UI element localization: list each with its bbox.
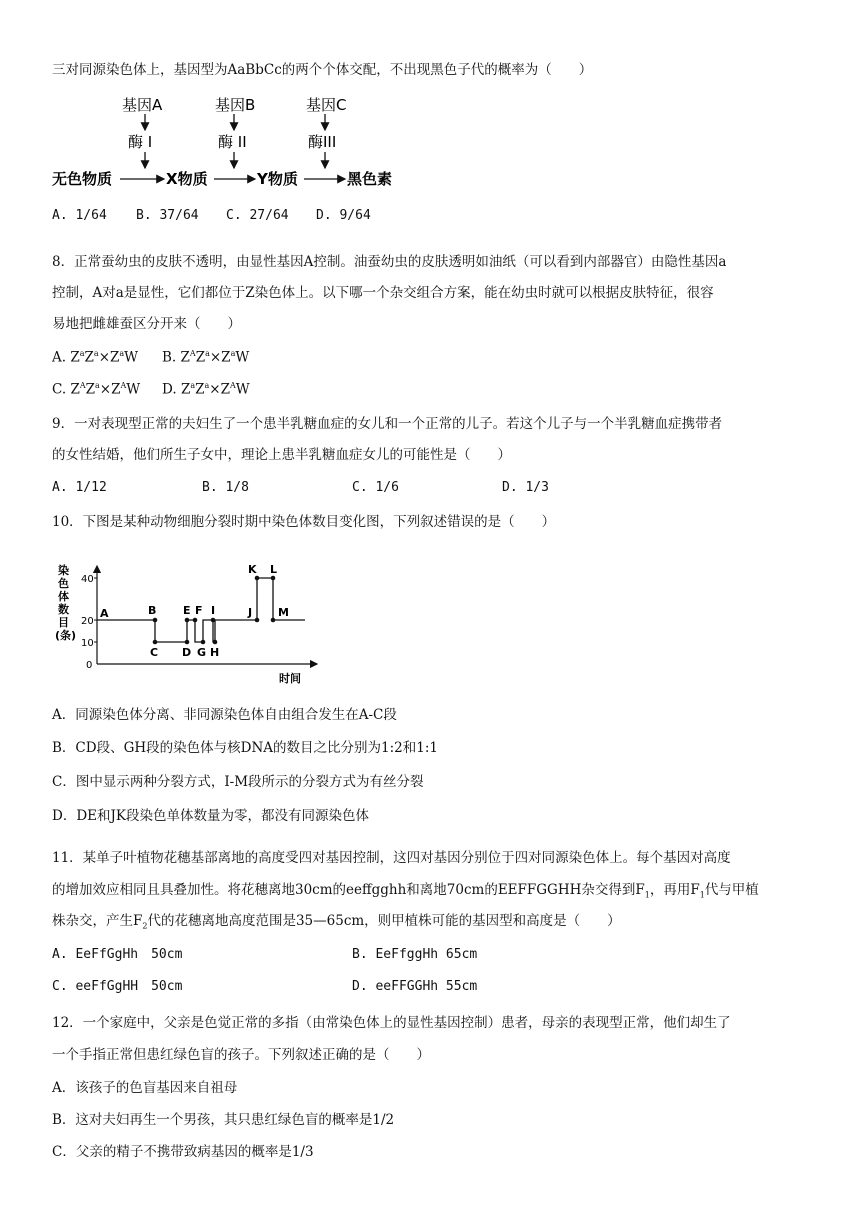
enzyme-3-label: 酶III [308, 133, 337, 151]
label-d: D [182, 646, 192, 659]
label-h: H [210, 646, 220, 659]
q7-option-b: B. 37/64 [136, 208, 199, 223]
q10-stem: 10．下图是某种动物细胞分裂时期中染色体数目变化图，下列叙述错误的是（ ） [52, 514, 556, 530]
label-m: M [278, 606, 289, 619]
x-axis-label: 时间 [279, 672, 301, 685]
q8-option-a: A. $Z^aZ^a\times Z^aW$ [52, 349, 139, 366]
q10-chromosome-chart [55, 560, 335, 690]
gene-c-label: 基因C [306, 96, 347, 114]
q10-option-b: B．CD段、GH段的染色体与核DNA的数目之比分别为1:2和1:1 [52, 740, 438, 756]
q9-option-a: A. 1/12 [52, 480, 107, 495]
q9-option-b: B. 1/8 [202, 480, 249, 495]
enzyme-2-label: 酶 II [218, 133, 247, 151]
y-tick-20: 20 [81, 616, 94, 627]
q10-option-a: A．同源染色体分离、非同源染色体自由组合发生在A-C段 [52, 707, 397, 723]
point-h [213, 640, 218, 645]
q12-option-b: B．这对夫妇再生一个男孩，其只患红绿色盲的概率是1/2 [52, 1112, 395, 1128]
substance-y: Y物质 [257, 170, 298, 188]
q8-option-b: B. $Z^AZ^a\times Z^aW$ [162, 349, 250, 366]
q8-option-d: D. $Z^aZ^a\times Z^AW$ [162, 381, 250, 398]
substance-melanin: 黑色素 [347, 170, 393, 188]
gene-b-label: 基因B [215, 96, 256, 114]
q8-option-c: C. $Z^AZ^a\times Z^AW$ [52, 381, 141, 398]
q7-option-a: A. 1/64 [52, 208, 107, 223]
q9-stem-line2: 的女性结婚，他们所生子女中，理论上患半乳糖血症女儿的可能性是（ ） [52, 447, 511, 463]
q11-stem-line1: 11．某单子叶植物花穗基部离地的高度受四对基因控制，这四对基因分别位于四对同源染色体上。每个基因对高度 [52, 850, 731, 866]
q7-stem: 三对同源染色体上，基因型为AaBbCc的两个个体交配，不出现黑色子代的概率为（ ） [52, 62, 593, 78]
q12-option-c: C．父亲的精子不携带致病基因的概率是1/3 [52, 1144, 314, 1160]
q11-stem-line3: 株杂交，产生$F_2$代的花穗离地高度范围是35—65cm，则甲植株可能的基因型和高度是（ ） [52, 913, 621, 931]
q11-option-a: A. EeFfGgHh 50cm [52, 947, 183, 962]
label-j: J [248, 606, 253, 619]
point-g [201, 640, 206, 645]
point-f [193, 618, 198, 623]
label-k: K [248, 563, 257, 576]
gene-a-label: 基因A [122, 96, 163, 114]
label-e: E [183, 604, 191, 617]
point-e [185, 618, 190, 623]
q11-stem-line2: 的增加效应相同且具叠加性。将花穗离地30cm的eeffgghh和离地70cm的EEFFGGHH杂交得到$F_1$，再用$F_1$代与甲植 [52, 882, 759, 900]
q12-stem-line2: 一个手指正常但患红绿色盲的孩子。下列叙述正确的是（ ） [52, 1047, 430, 1063]
q11-option-c: C. eeFfGgHH 50cm [52, 979, 183, 994]
q7-option-d: D. 9/64 [316, 208, 371, 223]
label-b: B [148, 604, 157, 617]
y-tick-40: 40 [81, 574, 94, 585]
q7-pathway-diagram [52, 92, 422, 192]
y-tick-0: 0 [86, 660, 93, 671]
y-tick-10: 10 [81, 638, 94, 649]
label-l: L [270, 563, 278, 576]
q11-option-b: B. EeFfggHh 65cm [352, 947, 478, 962]
label-c: C [150, 646, 159, 659]
q9-option-c: C. 1/6 [352, 480, 399, 495]
q8-stem-line3: 易地把雌雄蚕区分开来（ ） [52, 316, 241, 332]
q7-option-c: C. 27/64 [226, 208, 289, 223]
substance-x: X物质 [166, 170, 208, 188]
point-d [185, 640, 190, 645]
enzyme-1-label: 酶 I [128, 133, 153, 151]
q9-option-d: D. 1/3 [502, 480, 549, 495]
q8-stem-line1: 8．正常蚕幼虫的皮肤不透明，由显性基因A控制。油蚕幼虫的皮肤透明如油纸（可以看到内部器官）由隐性基因a [52, 254, 727, 270]
q10-option-d: D．DE和JK段染色单体数量为零，都没有同源染色体 [52, 808, 369, 824]
label-a: A [100, 607, 109, 620]
point-m [271, 618, 276, 623]
q10-option-c: C．图中显示两种分裂方式，I-M段所示的分裂方式为有丝分裂 [52, 774, 424, 790]
point-i [211, 618, 216, 623]
point-k [255, 576, 260, 581]
point-c [153, 640, 158, 645]
q12-option-a: A．该孩子的色盲基因来自祖母 [52, 1080, 238, 1096]
y-axis-label: 染色体数目(条) [55, 564, 77, 642]
q12-stem-line1: 12．一个家庭中，父亲是色觉正常的多指（由常染色体上的显性基因控制）患者，母亲的表现型正常，他们却生了 [52, 1015, 731, 1031]
substance-colorless: 无色物质 [52, 170, 113, 188]
q11-option-d: D. eeFFGGHh 55cm [352, 979, 478, 994]
label-i: I [211, 604, 216, 617]
q9-stem-line1: 9．一对表现型正常的夫妇生了一个患半乳糖血症的女儿和一个正常的儿子。若这个儿子与一个半乳糖血症携带者 [52, 416, 723, 432]
point-j [255, 618, 260, 623]
q8-stem-line2: 控制，A对a是显性，它们都位于Z染色体上。以下哪一个杂交组合方案，能在幼虫时就可以根据皮肤特征，很容 [52, 285, 714, 301]
label-g: G [197, 646, 207, 659]
point-l [271, 576, 276, 581]
point-b [153, 618, 158, 623]
label-f: F [195, 604, 203, 617]
